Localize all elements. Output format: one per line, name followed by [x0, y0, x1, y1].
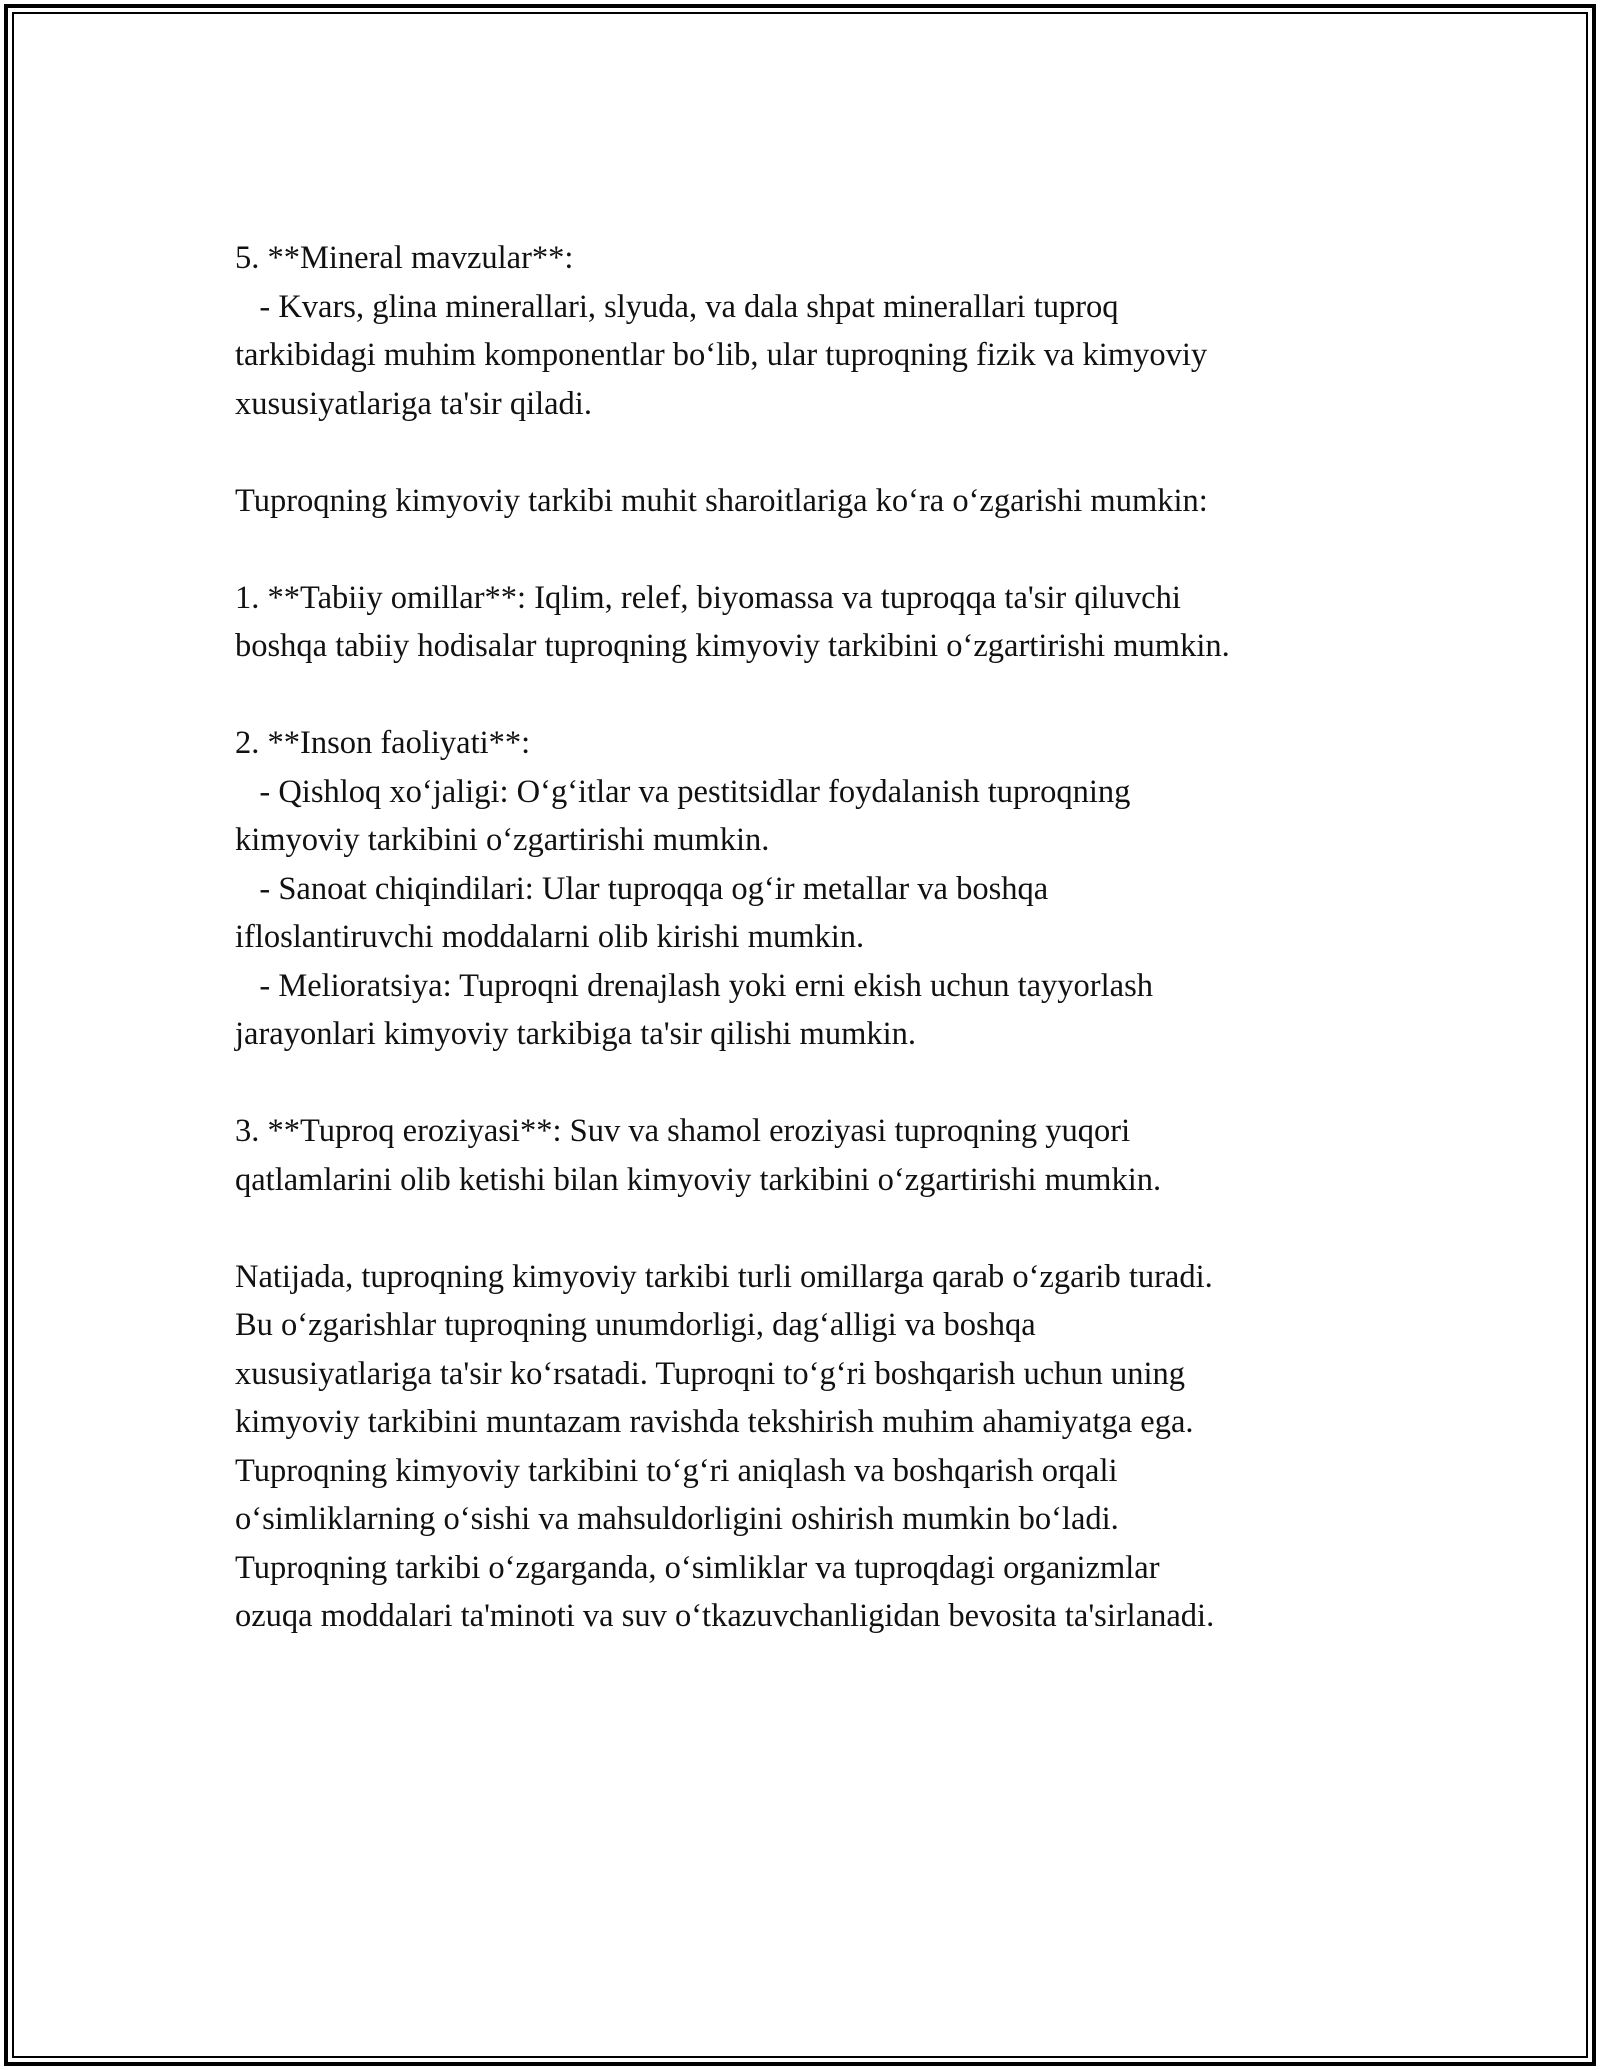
paragraph-gap [235, 671, 1435, 720]
text-line: ifloslantiruvchi moddalarni olib kirishi mumkin. [235, 919, 865, 955]
text-line: xususiyatlariga ta'sir qiladi. [235, 385, 592, 422]
paragraph-gap [235, 1059, 1435, 1108]
text-line: ozuqa moddalari ta'minoti va suv o‘tkazuvchanligidan bevosita ta'sirlanadi. [235, 1598, 1215, 1634]
heading-tuproq-eroziyasi: 3. **Tuproq eroziyasi**: Suv va shamol eroziyasi tuproqning yuqori [235, 1113, 1131, 1149]
text-line: - Qishloq xo‘jaligi: O‘g‘itlar va pestitsidlar foydalanish tuproqning [235, 773, 1131, 810]
text-line: Natijada, tuproqning kimyoviy tarkibi turli omillarga qarab o‘zgarib turadi. [235, 1258, 1213, 1295]
text-line: o‘simliklarning o‘sishi va mahsuldorligini oshirish mumkin bo‘ladi. [235, 1501, 1119, 1537]
paragraph-gap [235, 428, 1435, 477]
text-line: - Melioratsiya: Tuproqni drenajlash yoki erni ekish uchun tayyorlash [235, 967, 1153, 1004]
document-body [235, 234, 1435, 1641]
text-line: xususiyatlariga ta'sir ko‘rsatadi. Tuproqni to‘g‘ri boshqarish uchun uning [235, 1355, 1186, 1392]
heading-inson-faoliyati: 2. **Inson faoliyati**: [235, 725, 531, 761]
heading-tabiiy-omillar: 1. **Tabiiy omillar**: Iqlim, relef, biyomassa va tuproqqa ta'sir qiluvchi [235, 579, 1181, 616]
text-line: kimyoviy tarkibini muntazam ravishda tekshirish muhim ahamiyatga ega. [235, 1404, 1194, 1440]
text-line: Tuproqning kimyoviy tarkibi muhit sharoitlariga ko‘ra o‘zgarishi mumkin: [235, 482, 1208, 519]
paragraph-gap [235, 525, 1435, 574]
heading-mineral-mavzular: 5. **Mineral mavzular**: [235, 240, 574, 276]
text-line: jarayonlari kimyoviy tarkibiga ta'sir qilishi mumkin. [235, 1016, 917, 1052]
text-line: Tuproqning kimyoviy tarkibini to‘g‘ri aniqlash va boshqarish orqali [235, 1452, 1118, 1489]
paragraph-gap [235, 1204, 1435, 1253]
text-line: Bu o‘zgarishlar tuproqning unumdorligi, dag‘alligi va boshqa [235, 1307, 1036, 1343]
text-line: - Sanoat chiqindilari: Ular tuproqqa og‘ir metallar va boshqa [235, 870, 1049, 907]
text-line: qatlamlarini olib ketishi bilan kimyoviy tarkibini o‘zgartirishi mumkin. [235, 1161, 1162, 1198]
text-line: kimyoviy tarkibini o‘zgartirishi mumkin. [235, 822, 770, 858]
text-line: - Kvars, glina minerallari, slyuda, va dala shpat minerallari tuproq [235, 288, 1119, 325]
text-line: Tuproqning tarkibi o‘zgarganda, o‘simliklar va tuproqdagi organizmlar [235, 1549, 1160, 1586]
text-line: boshqa tabiiy hodisalar tuproqning kimyoviy tarkibini o‘zgartirishi mumkin. [235, 628, 1230, 664]
text-line: tarkibidagi muhim komponentlar bo‘lib, ular tuproqning fizik va kimyoviy [235, 337, 1208, 373]
